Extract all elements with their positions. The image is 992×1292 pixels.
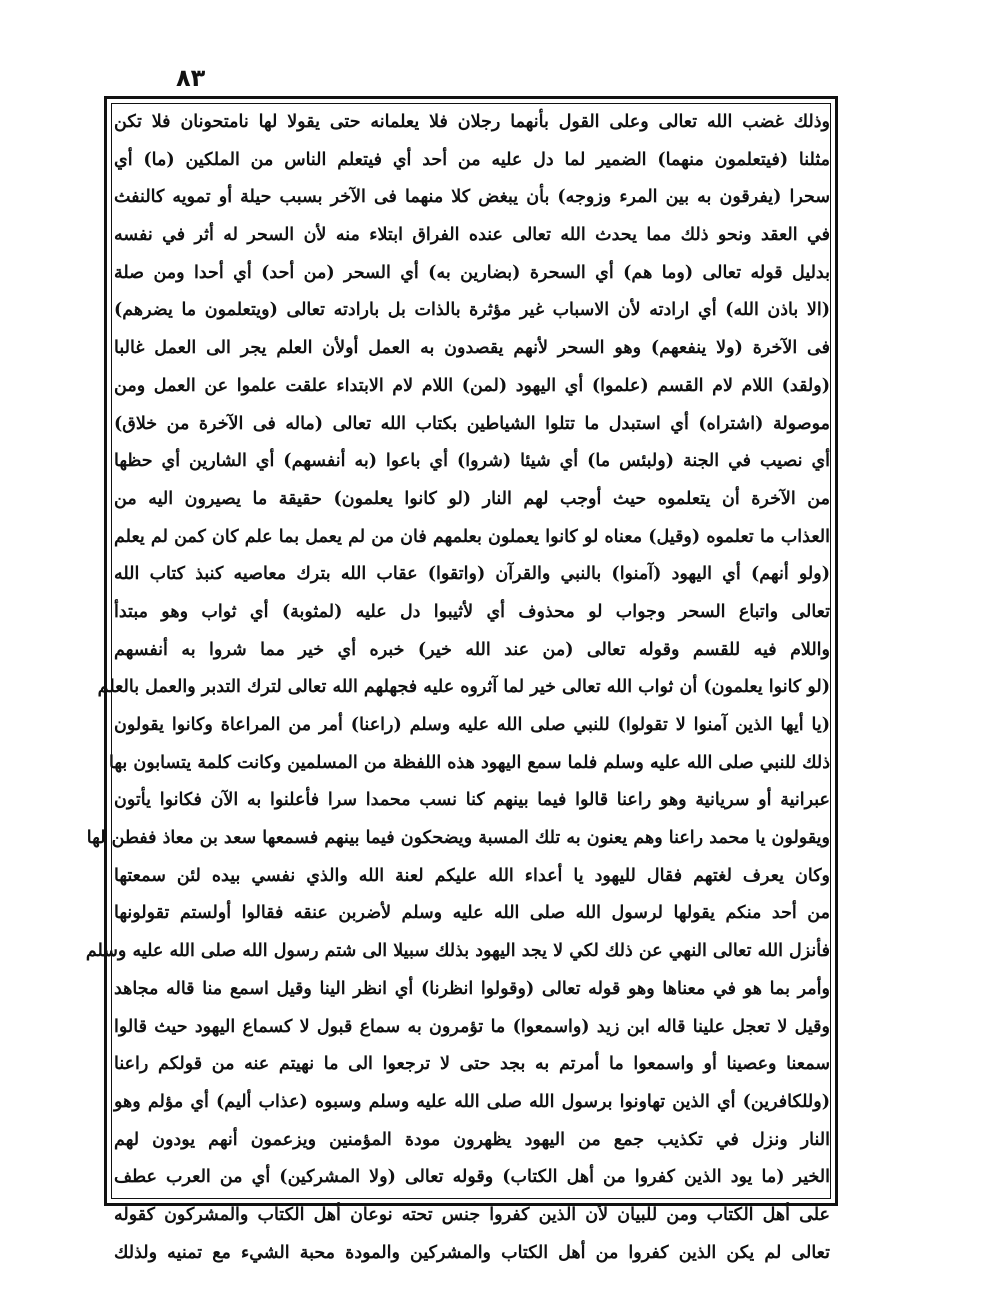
- text-line: مثلنا (فيتعلمون منهما) الضمير لما دل عليه من أحد أي فيتعلم الناس من الملكين (ما) أي: [114, 149, 830, 170]
- text-line: ويقولون يا محمد راعنا وهم يعنون به تلك المسبة ويضحكون فيما بينهم فسمعها سعد بن معاذ ففطن لها: [86, 828, 830, 849]
- text-line: فى الآخرة (ولا ينفعهم) وهو السحر لأنهم يقصدون به العمل أولأن العلم يجر الى العمل غالبا: [114, 338, 830, 359]
- text-line: الخير (ما يود الذين كفروا من أهل الكتاب) وقوله تعالى (ولا المشركين) أي من العرب عطف: [114, 1167, 830, 1188]
- text-line: وأمر بما هو في معناها وهو قوله تعالى (وقولوا انظرنا) أي انظر الينا وقيل اسمع منا قاله مجاهد: [114, 978, 830, 999]
- text-line: واللام فيه للقسم وقوله تعالى (من عند الله خير) خبره أي خير مما شروا به أنفسهم: [114, 639, 830, 660]
- text-line: من الآخرة أن يتعلموه حيث أوجب لهم النار (لو كانوا يعلمون) حقيقة ما يصيرون اليه من: [114, 488, 830, 509]
- text-line: على أهل الكتاب ومن للبيان لأن الذين كفروا جنس تحته نوعان أهل الكتاب والمشركون كقوله: [114, 1204, 830, 1225]
- text-line: (لو كانوا يعلمون) أن ثواب الله تعالى خير لما آثروه عليه فجهلهم الله تعالى لترك التدبر والعمل بالعلم: [97, 677, 830, 698]
- text-line: عبرانية أو سريانية وهو راعنا قالوا فيما بينهم كنا نسب محمدا سرا فأعلنوا به الآن فكانوا يأتون: [114, 790, 830, 811]
- page-number: ٨٣: [176, 64, 206, 92]
- text-line: ذلك للنبي صلى الله عليه وسلم فلما سمع اليهود هذه اللفظة من المسلمين وكانت كلمة يتسابون بها: [109, 752, 830, 773]
- text-line: وقيل لا تعجل علينا قاله ابن زيد (واسمعوا) ما تؤمرون به سماع قبول لا كسماع اليهود حيث قالوا: [114, 1016, 830, 1037]
- text-line: (ولو أنهم) أي اليهود (آمنوا) بالنبي والقرآن (واتقوا) عقاب الله بترك معاصيه كنبذ كتاب الله: [114, 564, 830, 585]
- text-line: وكان يعرف لغتهم فقال لليهود يا أعداء الله عليكم لعنة الله والذي نفسي بيده لئن سمعتها: [114, 865, 830, 886]
- text-line: (وللكافرين) أي الذين تهاونوا برسول الله صلى الله عليه وسلم وسبوه (عذاب أليم) أي مؤلم وهو: [114, 1091, 830, 1112]
- text-line: بدليل قوله تعالى (وما هم) أي السحرة (بضارين به) أي السحر (من أحد) أي أحدا ومن صلة: [114, 262, 830, 283]
- text-line: تعالى واتباع السحر وجواب لو محذوف أي لأثيبوا دل عليه (لمثوبة) أي ثواب وهو مبتدأ: [114, 601, 830, 622]
- text-line: العذاب ما تعلموه (وقيل) معناه لو كانوا يعملون بعلمهم فان من لم يعمل بما علم كان كمن لم يعلم: [114, 526, 830, 547]
- page-text-block: [85, 104, 830, 1263]
- text-line: من أحد منكم يقولها لرسول الله صلى الله عليه وسلم لأضربن عنقه فقالوا أولستم تقولونها: [114, 903, 830, 924]
- text-line: النار ونزل في تكذيب جمع من اليهود يظهرون مودة المؤمنين ويزعمون أنهم يودون لهم: [114, 1129, 830, 1150]
- text-line: فأنزل الله تعالى النهي عن ذلك لكي لا يجد اليهود بذلك سبيلا الى شتم رسول الله صلى الله عليه وسلم: [85, 941, 830, 962]
- text-line: سحرا (يفرقون به بين المرء وزوجه) بأن يبغض كلا منهما فى الآخر بسبب حيلة أو تمويه كالنفث: [114, 187, 830, 208]
- text-line: تعالى لم يكن الذين كفروا من أهل الكتاب والمشركين والمودة محبة الشيء مع تمنيه ولذلك: [114, 1242, 830, 1263]
- text-line: (يا أيها الذين آمنوا لا تقولوا) للنبي صلى الله عليه وسلم (راعنا) أمر من المراعاة وكانوا يقولون: [114, 715, 830, 735]
- text-line: (الا باذن الله) أي ارادته لأن الاسباب غير مؤثرة بالذات بل بارادته تعالى (ويتعلمون ما يضرهم): [114, 300, 830, 321]
- text-line: في العقد ونحو ذلك مما يحدث الله تعالى عنده الفراق ابتلاء منه لأن السحر له أثر في نفسه: [114, 225, 830, 246]
- text-line: موصولة (اشتراه) أي استبدل ما تتلوا الشياطين بكتاب الله تعالى (ماله فى الآخرة من خلاق): [114, 413, 830, 434]
- text-line: أي نصيب في الجنة (ولبئس ما) أي شيئا (شروا) أي باعوا (به أنفسهم) أي الشارين أي حظها: [114, 451, 830, 472]
- text-line: سمعنا وعصينا أو واسمعوا ما أمرتم به بجد حتى لا ترجعوا الى ما نهيتم عنه من قولكم راعنا: [114, 1054, 830, 1075]
- text-line: وذلك غضب الله تعالى وعلى القول بأنهما رجلان فلا يعلمانه حتى يقولا لها نامتحونان فلا تكن: [114, 112, 830, 132]
- text-line: (ولقد) اللام لام القسم (علموا) أي اليهود (لمن) اللام لام الابتداء علقت علموا عن العمل ومن: [114, 375, 830, 396]
